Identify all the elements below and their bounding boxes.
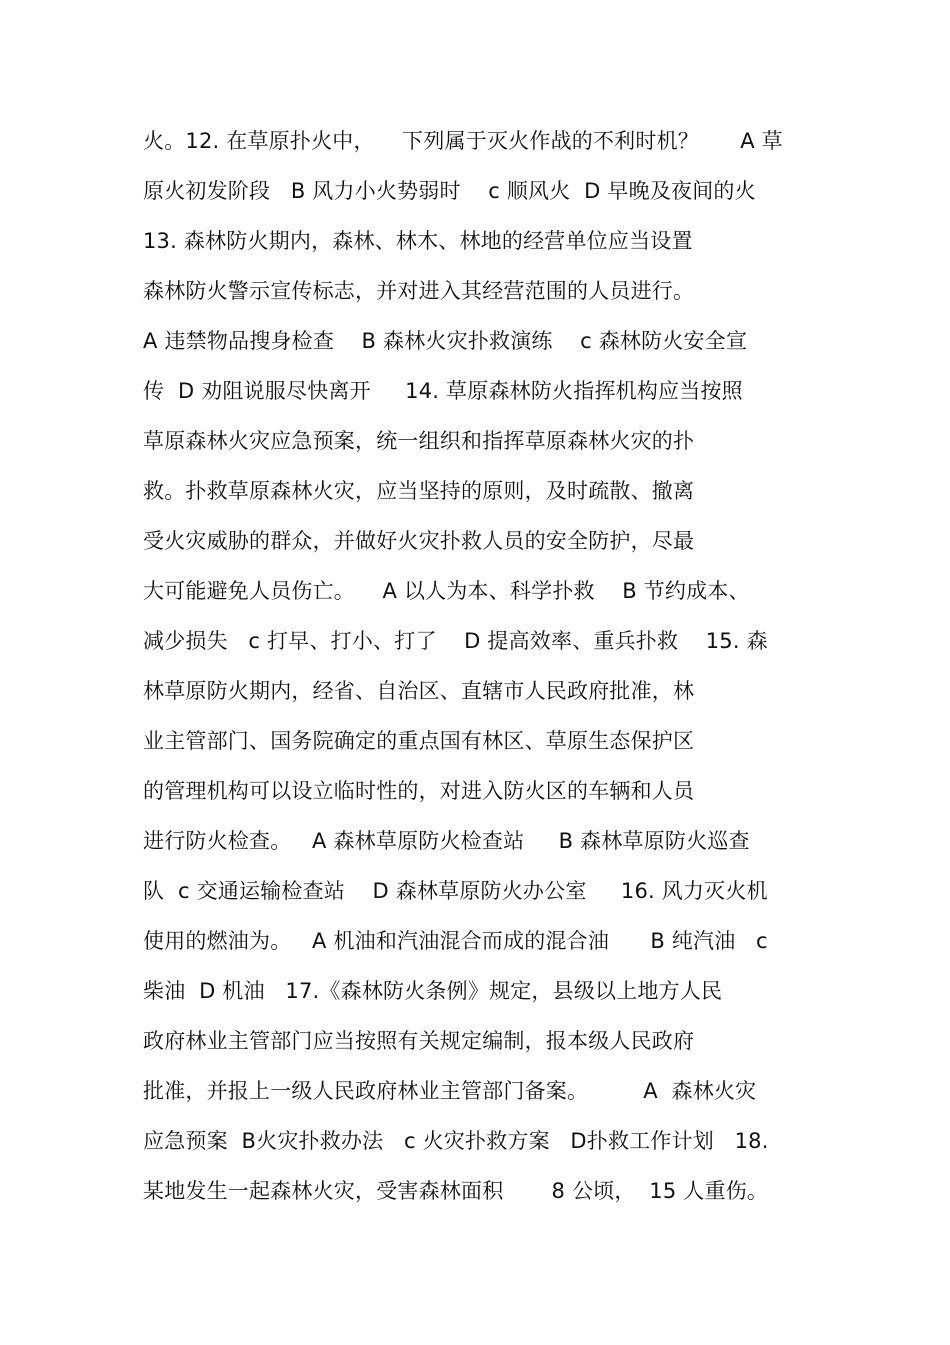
text-line-5: A 违禁物品搜身检查 B 森林火灾扑救演练 c 森林防火安全宣 (143, 329, 748, 353)
text-line-20: 批准，并报上一级人民政府林业主管部门备案。 A 森林火灾 (143, 1079, 757, 1103)
question-text-block (143, 116, 823, 1216)
text-line-15: 进行防火检查。 A 森林草原防火检查站 B 森林草原防火巡查 (143, 829, 750, 853)
text-line-10: 大可能避免人员伤亡。 A 以人为本、科学扑救 B 节约成本、 (143, 579, 750, 603)
text-line-18: 柴油 D 机油 17.《森林防火条例》规定，县级以上地方人民 (143, 979, 723, 1003)
text-line-19: 政府林业主管部门应当按照有关规定编制，报本级人民政府 (143, 1029, 695, 1053)
text-line-11: 减少损失 c 打早、打小、打了 D 提高效率、重兵扑救 15. 森 (143, 629, 768, 653)
text-line-14: 的管理机构可以设立临时性的，对进入防火区的车辆和人员 (143, 779, 695, 803)
text-line-4: 森林防火警示宣传标志，并对进入其经营范围的人员进行。 (143, 279, 695, 303)
text-line-13: 业主管部门、国务院确定的重点国有林区、草原生态保护区 (143, 729, 695, 753)
text-line-9: 受火灾威胁的群众，并做好火灾扑救人员的安全防护，尽最 (143, 529, 695, 553)
text-line-22: 某地发生一起森林火灾，受害森林面积 8 公顷， 15 人重伤。 (143, 1179, 769, 1203)
text-line-8: 救。扑救草原森林火灾，应当坚持的原则，及时疏散、撤离 (143, 479, 695, 503)
text-line-2: 原火初发阶段 B 风力小火势弱时 c 顺风火 D 早晚及夜间的火 (143, 179, 756, 203)
text-line-17: 使用的燃油为。 A 机油和汽油混合而成的混合油 B 纯汽油 c (143, 929, 768, 953)
text-line-6: 传 D 劝阻说服尽快离开 14. 草原森林防火指挥机构应当按照 (143, 379, 743, 403)
text-line-12: 林草原防火期内，经省、自治区、直辖市人民政府批准，林 (143, 679, 695, 703)
text-line-1: 火。12. 在草原扑火中， 下列属于灭火作战的不利时机？ A 草 (143, 129, 783, 153)
text-line-16: 队 c 交通运输检查站 D 森林草原防火办公室 16. 风力灭火机 (143, 879, 768, 903)
text-line-21: 应急预案 B火灾扑救办法 c 火灾扑救方案 D扑救工作计划 18. (143, 1129, 769, 1153)
text-line-3: 13. 森林防火期内，森林、林木、林地的经营单位应当设置 (143, 229, 693, 253)
text-line-7: 草原森林火灾应急预案，统一组织和指挥草原森林火灾的扑 (143, 429, 695, 453)
